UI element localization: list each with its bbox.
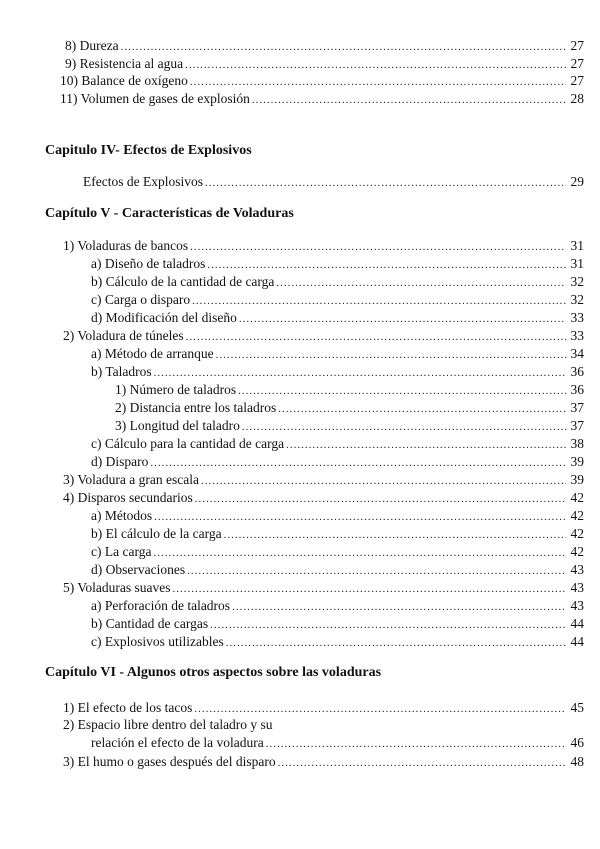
- dot-leader: [173, 581, 567, 597]
- dot-leader: [224, 527, 566, 543]
- page-number: 42: [570, 508, 584, 523]
- toc-entry-v5b: [91, 616, 584, 633]
- page-number: 44: [570, 616, 584, 631]
- entry-label: 3) El humo o gases después del disparo: [63, 754, 276, 769]
- toc-entry-v2b2: [115, 400, 584, 417]
- entry-label: relación el efecto de la voladura: [91, 735, 264, 750]
- page-number: 48: [570, 754, 584, 769]
- dot-leader: [278, 755, 566, 771]
- toc-entry-v1d: [91, 310, 584, 327]
- entry-label: 3) Longitud del taladro: [115, 418, 240, 433]
- toc-entry-v2b: [91, 364, 584, 381]
- dot-leader: [210, 617, 566, 633]
- dot-leader: [153, 545, 566, 561]
- page-number: 43: [570, 598, 584, 613]
- page-number: 42: [570, 490, 584, 505]
- dot-leader: [286, 437, 566, 453]
- toc-entry-v4b: [91, 526, 584, 543]
- entry-label: d) Modificación del diseño: [91, 310, 237, 325]
- entry-label: a) Diseño de taladros: [91, 256, 206, 271]
- entry-label: 9) Resistencia al agua: [65, 56, 184, 71]
- entry-label: 1) Voladuras de bancos: [63, 238, 189, 253]
- toc-entry-vi2-first-line: 2) Espacio libre dentro del taladro y su: [63, 717, 273, 732]
- dot-leader: [252, 92, 566, 108]
- dot-leader: [150, 455, 566, 471]
- toc-entry-v4a: [91, 508, 584, 525]
- entry-label: 1) Número de taladros: [115, 382, 237, 397]
- toc-entry-vi3: [63, 754, 584, 771]
- dot-leader: [190, 74, 566, 90]
- entry-label: b) Cantidad de cargas: [91, 616, 209, 631]
- entry-label: 2) Distancia entre los taladros: [115, 400, 277, 415]
- page-number: 27: [570, 56, 584, 71]
- toc-entry-vi1: [63, 700, 584, 717]
- toc-entry-v4d: [91, 562, 584, 579]
- dot-leader: [187, 563, 566, 579]
- entry-label: a) Métodos: [91, 508, 153, 523]
- dot-leader: [226, 635, 566, 651]
- page-number: 42: [570, 544, 584, 559]
- entry-label: a) Método de arranque: [91, 346, 214, 361]
- dot-leader: [154, 509, 566, 525]
- dot-leader: [216, 347, 566, 363]
- entry-label: 4) Disparos secundarios: [63, 490, 193, 505]
- entry-label: 1) El efecto de los tacos: [63, 700, 193, 715]
- entry-label: c) Cálculo para la cantidad de carga: [91, 436, 285, 451]
- toc-entry-v2b1: [115, 382, 584, 399]
- dot-leader: [121, 39, 566, 55]
- toc-entry-v2d: [91, 454, 584, 471]
- entry-label: b) El cálculo de la carga: [91, 526, 222, 541]
- dot-leader: [239, 311, 566, 327]
- entry-label: 5) Voladuras suaves: [63, 580, 171, 595]
- page-number: 33: [570, 310, 584, 325]
- entry-label: 11) Volumen de gases de explosión: [60, 91, 250, 106]
- toc-entry-v1c: [91, 292, 584, 309]
- dot-leader: [232, 599, 566, 615]
- page-number: 44: [570, 634, 584, 649]
- page-number: 27: [570, 73, 584, 88]
- page-number: 37: [570, 400, 584, 415]
- dot-leader: [238, 383, 566, 399]
- entry-label: Efectos de Explosivos: [83, 174, 203, 189]
- page-number: 37: [570, 418, 584, 433]
- page-number: 31: [570, 256, 584, 271]
- toc-entry-v1b: [91, 274, 584, 291]
- page-number: 38: [570, 436, 584, 451]
- entry-label: 10) Balance de oxígeno: [60, 73, 188, 88]
- dot-leader: [266, 736, 566, 752]
- page-number: 39: [570, 472, 584, 487]
- dot-leader: [186, 329, 566, 345]
- chapter-heading-v: Capítulo V - Características de Voladuras: [45, 206, 294, 221]
- toc-entry-v5c: [91, 634, 584, 651]
- page-number: 42: [570, 526, 584, 541]
- toc-entry-v2b3: [115, 418, 584, 435]
- entry-label: d) Observaciones: [91, 562, 186, 577]
- page-number: 29: [570, 174, 584, 189]
- dot-leader: [194, 701, 566, 717]
- dot-leader: [154, 365, 566, 381]
- chapter-heading-iv: Capitulo IV- Efectos de Explosivos: [45, 143, 252, 158]
- toc-entry-v1a: [91, 256, 584, 273]
- entry-label: b) Cálculo de la cantidad de carga: [91, 274, 275, 289]
- dot-leader: [192, 293, 566, 309]
- toc-entry-v2c: [91, 436, 584, 453]
- page-number: 36: [570, 364, 584, 379]
- entry-label: c) La carga: [91, 544, 152, 559]
- toc-entry-v4c: [91, 544, 584, 561]
- page-number: 45: [570, 700, 584, 715]
- toc-entry-volumen: [60, 91, 584, 108]
- page-number: 43: [570, 580, 584, 595]
- entry-label: d) Disparo: [91, 454, 149, 469]
- page-number: 43: [570, 562, 584, 577]
- toc-entry-dureza: [65, 38, 584, 55]
- dot-leader: [207, 257, 566, 273]
- entry-label: 2) Voladura de túneles: [63, 328, 184, 343]
- dot-leader: [201, 473, 566, 489]
- dot-leader: [190, 239, 566, 255]
- toc-entry-v2: [63, 328, 584, 345]
- toc-entry-v1: [63, 238, 584, 255]
- toc-entry-vi2: [91, 735, 584, 752]
- toc-entry-v5: [63, 580, 584, 597]
- entry-label: c) Carga o disparo: [91, 292, 191, 307]
- page-number: 32: [570, 292, 584, 307]
- entry-label: b) Taladros: [91, 364, 152, 379]
- page-number: 32: [570, 274, 584, 289]
- dot-leader: [205, 175, 566, 191]
- toc-entry-resistencia: [65, 56, 584, 73]
- toc-entry-v3: [63, 472, 584, 489]
- toc-entry-balance: [60, 73, 584, 90]
- dot-leader: [276, 275, 566, 291]
- entry-label: a) Perforación de taladros: [91, 598, 231, 613]
- chapter-heading-vi: Capítulo VI - Algunos otros aspectos sobre las voladuras: [45, 665, 382, 680]
- dot-leader: [185, 57, 566, 73]
- page-number: 31: [570, 238, 584, 253]
- toc-entry-v4: [63, 490, 584, 507]
- page-number: 39: [570, 454, 584, 469]
- entry-label: c) Explosivos utilizables: [91, 634, 224, 649]
- page-number: 34: [570, 346, 584, 361]
- page-number: 27: [570, 38, 584, 53]
- toc-entry-efectos: [83, 174, 584, 191]
- entry-label: 8) Dureza: [65, 38, 119, 53]
- toc-entry-v5a: [91, 598, 584, 615]
- page-number: 28: [570, 91, 584, 106]
- page-number: 36: [570, 382, 584, 397]
- dot-leader: [278, 401, 566, 417]
- toc-entry-v2a: [91, 346, 584, 363]
- dot-leader: [195, 491, 566, 507]
- page-number: 46: [570, 735, 584, 750]
- page-number: 33: [570, 328, 584, 343]
- entry-label: 3) Voladura a gran escala: [63, 472, 199, 487]
- dot-leader: [242, 419, 566, 435]
